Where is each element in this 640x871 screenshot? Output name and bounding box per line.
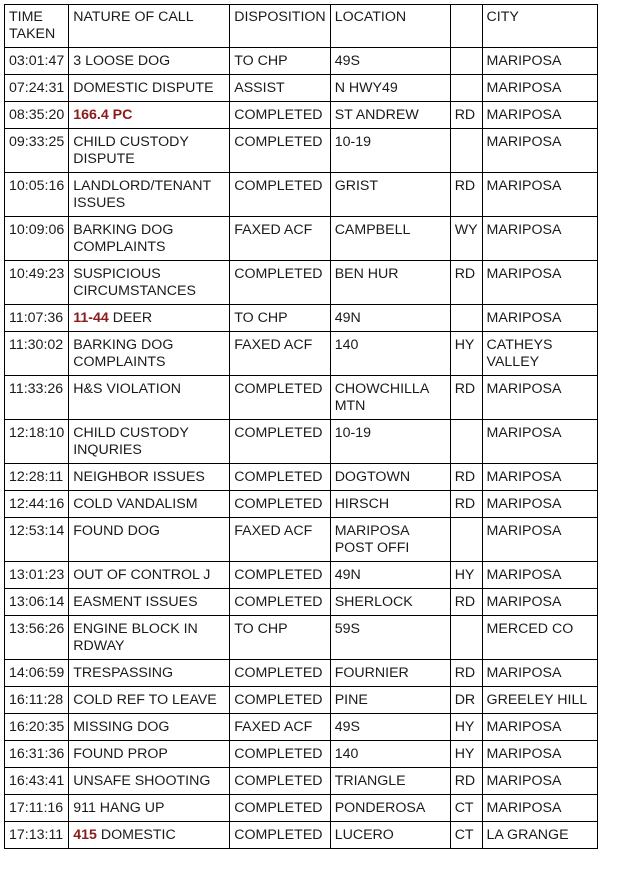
time-taken-cell: 08:35:20: [5, 102, 69, 129]
street-suffix-cell: RD: [450, 102, 482, 129]
street-suffix-cell: [450, 518, 482, 562]
location-cell: FOURNIER: [330, 660, 450, 687]
location-cell: 59S: [330, 616, 450, 660]
time-taken-cell: 13:01:23: [5, 562, 69, 589]
street-suffix-cell: RD: [450, 768, 482, 795]
disposition-cell: FAXED ACF: [230, 332, 330, 376]
nature-of-call-cell: [69, 261, 230, 305]
table-row: [5, 129, 598, 173]
street-suffix-cell: HY: [450, 741, 482, 768]
street-suffix-cell: RD: [450, 173, 482, 217]
disposition-cell: COMPLETED: [230, 464, 330, 491]
nature-of-call-cell: [69, 102, 230, 129]
table-row: [5, 376, 598, 420]
location-cell: BEN HUR: [330, 261, 450, 305]
city-cell: CATHEYS VALLEY: [482, 332, 597, 376]
nature-text: NEIGHBOR ISSUES: [73, 469, 205, 485]
header-city: CITY: [482, 5, 597, 48]
street-suffix-cell: RD: [450, 491, 482, 518]
time-taken-cell: 10:09:06: [5, 217, 69, 261]
street-suffix-cell: CT: [450, 822, 482, 849]
nature-of-call-cell: [69, 714, 230, 741]
disposition-cell: COMPLETED: [230, 173, 330, 217]
nature-of-call-cell: [69, 741, 230, 768]
location-cell: DOGTOWN: [330, 464, 450, 491]
city-cell: MARIPOSA: [482, 562, 597, 589]
city-cell: MARIPOSA: [482, 48, 597, 75]
location-cell: HIRSCH: [330, 491, 450, 518]
nature-of-call-cell: [69, 795, 230, 822]
table-row: [5, 714, 598, 741]
table-row: [5, 217, 598, 261]
table-row: [5, 420, 598, 464]
nature-text: CHILD CUSTODY DISPUTE: [73, 134, 189, 167]
disposition-cell: COMPLETED: [230, 491, 330, 518]
time-taken-cell: 12:44:16: [5, 491, 69, 518]
city-cell: LA GRANGE: [482, 822, 597, 849]
city-cell: MARIPOSA: [482, 768, 597, 795]
table-row: [5, 660, 598, 687]
time-taken-cell: 17:11:16: [5, 795, 69, 822]
table-row: [5, 822, 598, 849]
city-cell: MARIPOSA: [482, 129, 597, 173]
table-row: [5, 48, 598, 75]
nature-of-call-cell: [69, 129, 230, 173]
table-row: [5, 616, 598, 660]
location-cell: PONDEROSA: [330, 795, 450, 822]
time-taken-cell: 16:11:28: [5, 687, 69, 714]
nature-text: 911 HANG UP: [73, 800, 165, 816]
disposition-cell: FAXED ACF: [230, 714, 330, 741]
street-suffix-cell: DR: [450, 687, 482, 714]
nature-text: DOMESTIC DISPUTE: [73, 80, 214, 96]
street-suffix-cell: RD: [450, 660, 482, 687]
time-taken-cell: 11:07:36: [5, 305, 69, 332]
table-row: [5, 768, 598, 795]
disposition-cell: COMPLETED: [230, 795, 330, 822]
disposition-cell: COMPLETED: [230, 822, 330, 849]
disposition-cell: TO CHP: [230, 48, 330, 75]
table-row: [5, 261, 598, 305]
street-suffix-cell: [450, 48, 482, 75]
table-row: [5, 332, 598, 376]
nature-text: UNSAFE SHOOTING: [73, 773, 211, 789]
offense-code: 166.4 PC: [73, 107, 133, 123]
table-row: [5, 589, 598, 616]
table-row: [5, 173, 598, 217]
time-taken-cell: 10:49:23: [5, 261, 69, 305]
location-cell: SHERLOCK: [330, 589, 450, 616]
location-cell: 49N: [330, 562, 450, 589]
nature-text: OUT OF CONTROL J: [73, 567, 211, 583]
time-taken-cell: 07:24:31: [5, 75, 69, 102]
disposition-cell: TO CHP: [230, 305, 330, 332]
time-taken-cell: 16:20:35: [5, 714, 69, 741]
call-log-table: [4, 4, 598, 849]
nature-text: CHILD CUSTODY INQURIES: [73, 425, 189, 458]
nature-text: H&S VIOLATION: [73, 381, 181, 397]
time-taken-cell: 13:06:14: [5, 589, 69, 616]
nature-text: FOUND DOG: [73, 523, 160, 539]
time-taken-cell: 12:53:14: [5, 518, 69, 562]
table-row: [5, 464, 598, 491]
disposition-cell: COMPLETED: [230, 129, 330, 173]
nature-text: BARKING DOG COMPLAINTS: [73, 222, 174, 255]
header-row: [5, 5, 598, 48]
nature-of-call-cell: [69, 420, 230, 464]
city-cell: MARIPOSA: [482, 102, 597, 129]
location-cell: 10-19: [330, 420, 450, 464]
nature-text: DOMESTIC: [100, 827, 176, 843]
nature-text: MISSING DOG: [73, 719, 170, 735]
nature-of-call-cell: [69, 491, 230, 518]
location-cell: ST ANDREW: [330, 102, 450, 129]
nature-text: ENGINE BLOCK IN RDWAY: [73, 621, 198, 654]
city-cell: MARIPOSA: [482, 376, 597, 420]
city-cell: MARIPOSA: [482, 518, 597, 562]
header-nature-of-call: NATURE OF CALL: [69, 5, 230, 48]
nature-of-call-cell: [69, 48, 230, 75]
street-suffix-cell: [450, 75, 482, 102]
location-cell: GRIST: [330, 173, 450, 217]
disposition-cell: COMPLETED: [230, 420, 330, 464]
location-cell: 140: [330, 741, 450, 768]
location-cell: TRIANGLE: [330, 768, 450, 795]
disposition-cell: FAXED ACF: [230, 217, 330, 261]
city-cell: GREELEY HILL: [482, 687, 597, 714]
nature-text: DEER: [112, 310, 153, 326]
location-cell: 49N: [330, 305, 450, 332]
location-cell: N HWY49: [330, 75, 450, 102]
time-taken-cell: 17:13:11: [5, 822, 69, 849]
nature-of-call-cell: [69, 768, 230, 795]
table-row: [5, 491, 598, 518]
table-row: [5, 562, 598, 589]
city-cell: MARIPOSA: [482, 589, 597, 616]
time-taken-cell: 09:33:25: [5, 129, 69, 173]
disposition-cell: COMPLETED: [230, 562, 330, 589]
nature-of-call-cell: [69, 562, 230, 589]
city-cell: MARIPOSA: [482, 464, 597, 491]
location-cell: MARIPOSA POST OFFI: [330, 518, 450, 562]
location-cell: 10-19: [330, 129, 450, 173]
header-suffix: [450, 5, 482, 48]
location-cell: 49S: [330, 714, 450, 741]
street-suffix-cell: HY: [450, 562, 482, 589]
city-cell: MARIPOSA: [482, 305, 597, 332]
street-suffix-cell: RD: [450, 261, 482, 305]
street-suffix-cell: [450, 420, 482, 464]
street-suffix-cell: RD: [450, 376, 482, 420]
table-row: [5, 687, 598, 714]
header-time-taken: TIME TAKEN: [5, 5, 69, 48]
street-suffix-cell: CT: [450, 795, 482, 822]
header-disposition: DISPOSITION: [230, 5, 330, 48]
nature-text: BARKING DOG COMPLAINTS: [73, 337, 174, 370]
nature-text: FOUND PROP: [73, 746, 168, 762]
table-row: [5, 518, 598, 562]
nature-of-call-cell: [69, 332, 230, 376]
nature-of-call-cell: [69, 217, 230, 261]
disposition-cell: TO CHP: [230, 616, 330, 660]
location-cell: PINE: [330, 687, 450, 714]
location-cell: CHOWCHILLA MTN: [330, 376, 450, 420]
nature-of-call-cell: [69, 616, 230, 660]
city-cell: MARIPOSA: [482, 261, 597, 305]
city-cell: MARIPOSA: [482, 714, 597, 741]
time-taken-cell: 12:18:10: [5, 420, 69, 464]
header-location: LOCATION: [330, 5, 450, 48]
street-suffix-cell: [450, 129, 482, 173]
street-suffix-cell: RD: [450, 464, 482, 491]
disposition-cell: COMPLETED: [230, 768, 330, 795]
disposition-cell: COMPLETED: [230, 102, 330, 129]
location-cell: CAMPBELL: [330, 217, 450, 261]
table-row: [5, 795, 598, 822]
time-taken-cell: 12:28:11: [5, 464, 69, 491]
call-log-body: [5, 48, 598, 849]
disposition-cell: ASSIST: [230, 75, 330, 102]
city-cell: MARIPOSA: [482, 217, 597, 261]
time-taken-cell: 16:31:36: [5, 741, 69, 768]
disposition-cell: COMPLETED: [230, 261, 330, 305]
time-taken-cell: 11:30:02: [5, 332, 69, 376]
nature-text: 3 LOOSE DOG: [73, 53, 171, 69]
nature-of-call-cell: [69, 376, 230, 420]
city-cell: MARIPOSA: [482, 795, 597, 822]
nature-of-call-cell: [69, 173, 230, 217]
city-cell: MARIPOSA: [482, 660, 597, 687]
location-cell: LUCERO: [330, 822, 450, 849]
nature-of-call-cell: [69, 305, 230, 332]
time-taken-cell: 11:33:26: [5, 376, 69, 420]
disposition-cell: COMPLETED: [230, 687, 330, 714]
city-cell: MARIPOSA: [482, 491, 597, 518]
street-suffix-cell: WY: [450, 217, 482, 261]
street-suffix-cell: RD: [450, 589, 482, 616]
disposition-cell: COMPLETED: [230, 741, 330, 768]
location-cell: 49S: [330, 48, 450, 75]
nature-text: SUSPICIOUS CIRCUMSTANCES: [73, 266, 196, 299]
nature-text: LANDLORD/TENANT ISSUES: [73, 178, 211, 211]
time-taken-cell: 16:43:41: [5, 768, 69, 795]
street-suffix-cell: [450, 305, 482, 332]
disposition-cell: FAXED ACF: [230, 518, 330, 562]
disposition-cell: COMPLETED: [230, 376, 330, 420]
nature-of-call-cell: [69, 660, 230, 687]
time-taken-cell: 13:56:26: [5, 616, 69, 660]
nature-text: COLD REF TO LEAVE: [73, 692, 217, 708]
table-row: [5, 741, 598, 768]
time-taken-cell: 10:05:16: [5, 173, 69, 217]
location-cell: 140: [330, 332, 450, 376]
city-cell: MARIPOSA: [482, 420, 597, 464]
nature-of-call-cell: [69, 822, 230, 849]
nature-text: COLD VANDALISM: [73, 496, 198, 512]
nature-of-call-cell: [69, 75, 230, 102]
city-cell: MARIPOSA: [482, 173, 597, 217]
offense-code: 415: [73, 827, 97, 843]
nature-of-call-cell: [69, 589, 230, 616]
time-taken-cell: 14:06:59: [5, 660, 69, 687]
city-cell: MARIPOSA: [482, 75, 597, 102]
city-cell: MARIPOSA: [482, 741, 597, 768]
offense-code: 11-44: [73, 310, 109, 326]
street-suffix-cell: [450, 616, 482, 660]
disposition-cell: COMPLETED: [230, 660, 330, 687]
nature-text: EASMENT ISSUES: [73, 594, 198, 610]
nature-text: TRESPASSING: [73, 665, 174, 681]
nature-of-call-cell: [69, 518, 230, 562]
table-row: [5, 102, 598, 129]
table-row: [5, 305, 598, 332]
nature-of-call-cell: [69, 464, 230, 491]
street-suffix-cell: HY: [450, 332, 482, 376]
disposition-cell: COMPLETED: [230, 589, 330, 616]
nature-of-call-cell: [69, 687, 230, 714]
city-cell: MERCED CO: [482, 616, 597, 660]
table-row: [5, 75, 598, 102]
time-taken-cell: 03:01:47: [5, 48, 69, 75]
street-suffix-cell: HY: [450, 714, 482, 741]
